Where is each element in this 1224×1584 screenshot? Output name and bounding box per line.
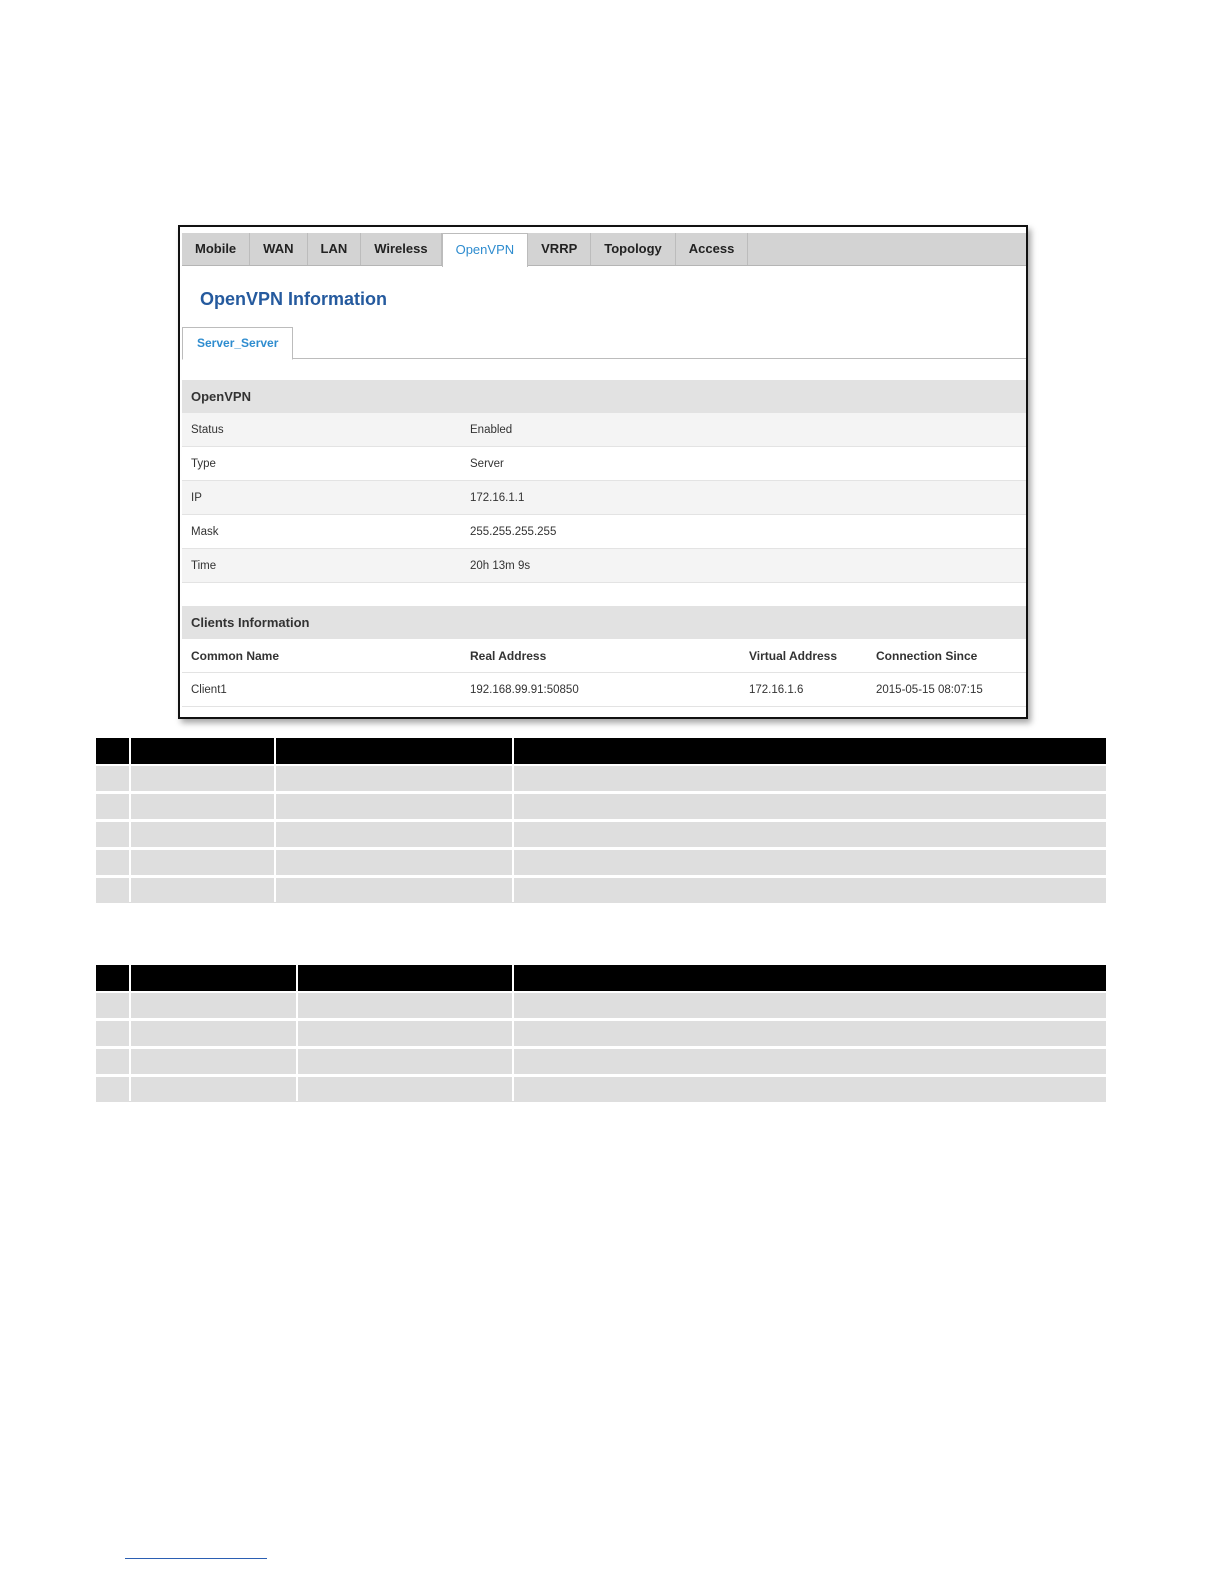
subtab-server-server[interactable]: Server_Server [182, 327, 293, 360]
column-divider [129, 738, 131, 902]
client-connection-since: 2015-05-15 08:07:15 [876, 684, 983, 696]
row-label: Mask [191, 526, 219, 538]
table-row [96, 766, 1106, 791]
tab-wan[interactable]: WAN [250, 233, 307, 265]
clients-table-header [182, 639, 1026, 673]
client-virtual-address: 172.16.1.6 [749, 684, 804, 696]
footer-link-underline[interactable] [125, 1558, 267, 1559]
screenshot-frame [178, 225, 1028, 719]
column-divider [274, 738, 276, 902]
tab-openvpn[interactable]: OpenVPN [442, 233, 529, 267]
col-real-address: Real Address [470, 649, 547, 663]
table-row [96, 1049, 1106, 1074]
sub-tab-bar [182, 327, 1026, 359]
page-title: OpenVPN Information [200, 289, 388, 309]
row-value: 20h 13m 9s [470, 560, 531, 572]
table-row [96, 1021, 1106, 1046]
row-label: Type [191, 458, 216, 470]
table-header-row [96, 738, 1106, 764]
row-value: Server [470, 458, 504, 470]
col-common-name: Common Name [191, 649, 280, 663]
tab-topology[interactable]: Topology [591, 233, 676, 265]
client-real-address: 192.168.99.91:50850 [470, 684, 579, 696]
tab-mobile[interactable]: Mobile [182, 233, 250, 265]
parameter-table-1 [96, 738, 1106, 902]
table-row [96, 794, 1106, 819]
clients-section-heading: Clients Information [182, 606, 1026, 639]
table-row [96, 1077, 1106, 1102]
tab-lan[interactable]: LAN [308, 233, 362, 265]
table-row [96, 993, 1106, 1018]
openvpn-section-heading: OpenVPN [182, 380, 1026, 413]
row-value: 172.16.1.1 [470, 492, 525, 504]
openvpn-row-type [182, 447, 1026, 481]
column-divider [512, 738, 514, 902]
row-label: Status [191, 424, 224, 436]
openvpn-row-time [182, 549, 1026, 583]
openvpn-row-status [182, 413, 1026, 447]
column-divider [512, 965, 514, 1101]
row-label: Time [191, 560, 217, 572]
openvpn-row-ip [182, 481, 1026, 515]
client-common-name: Client1 [191, 684, 227, 696]
tab-wireless[interactable]: Wireless [361, 233, 441, 265]
table-row [182, 673, 1026, 707]
tab-vrrp[interactable]: VRRP [528, 233, 591, 265]
tab-access[interactable]: Access [676, 233, 749, 265]
openvpn-row-mask [182, 515, 1026, 549]
column-divider [296, 965, 298, 1101]
column-divider [129, 965, 131, 1101]
table-row [96, 822, 1106, 847]
row-value: 255.255.255.255 [470, 526, 557, 538]
col-virtual-address: Virtual Address [749, 649, 838, 663]
col-connection-since: Connection Since [876, 649, 978, 663]
table-header-row [96, 965, 1106, 991]
table-row [96, 850, 1106, 875]
table-row [96, 878, 1106, 903]
parameter-table-2 [96, 965, 1106, 1101]
main-tab-bar [182, 233, 1026, 266]
row-value: Enabled [470, 424, 513, 436]
row-label: IP [191, 492, 202, 504]
